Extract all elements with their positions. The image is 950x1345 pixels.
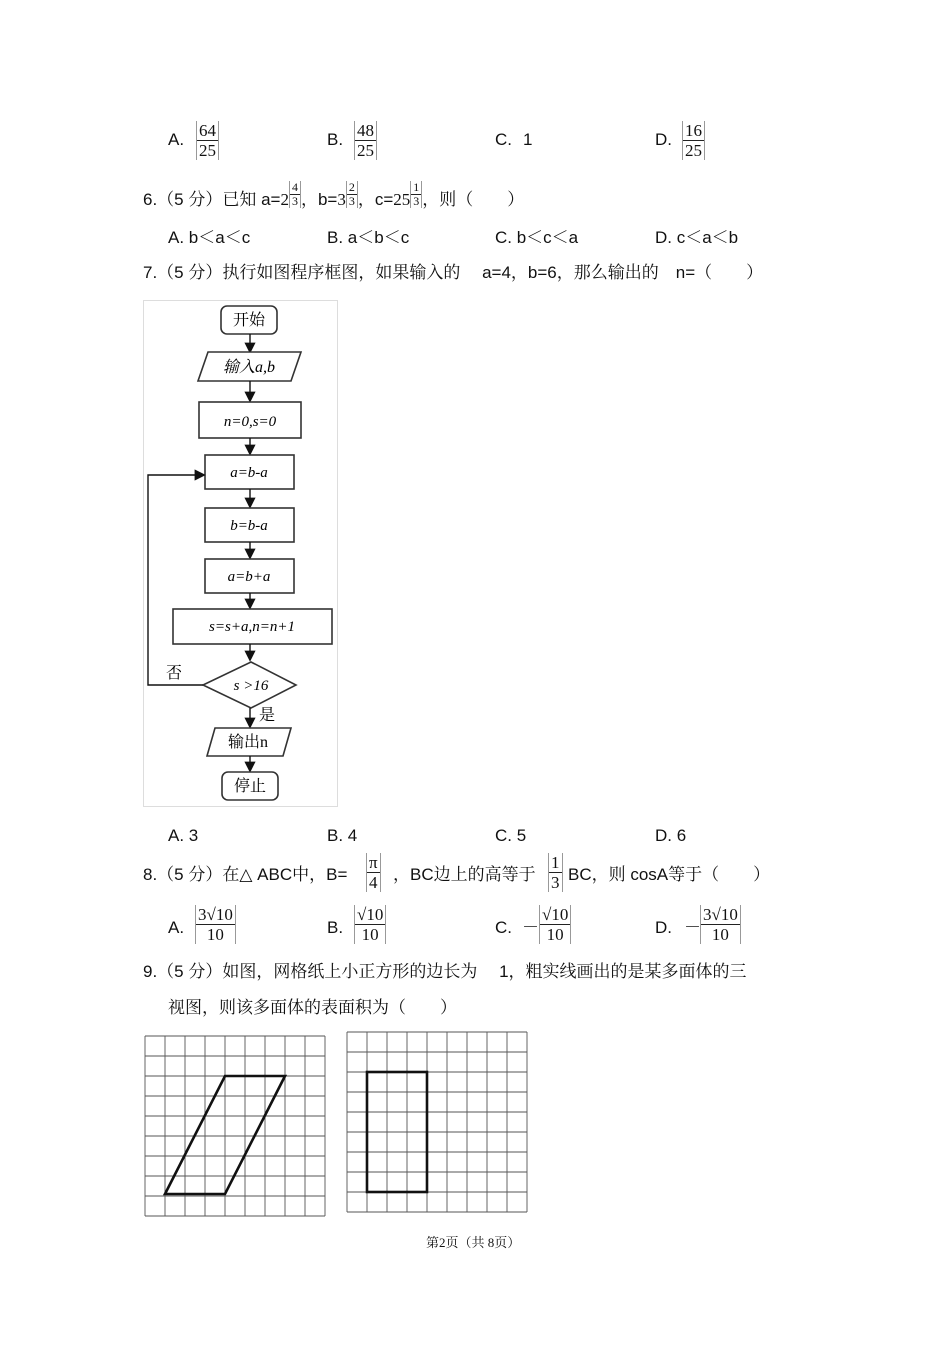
q6-c-exponent <box>410 181 422 208</box>
q9-three-view-figure <box>143 1030 535 1222</box>
q6-prefix: 6.（5 分）已知 a= <box>143 190 281 209</box>
flow-step4-text: s=s+a,n=n+1 <box>209 619 295 635</box>
q7-flowchart <box>143 300 339 808</box>
q9-front-view-grid <box>145 1036 325 1216</box>
q8-option-c-numerator: √10 <box>542 905 569 924</box>
q5-option-c-value: 1 <box>523 130 533 149</box>
flow-no-label: 否 <box>165 665 183 682</box>
q5-option-b-fraction <box>354 121 377 160</box>
q5-option-c-label: C. <box>495 130 512 149</box>
q5-option-a-denominator: 25 <box>199 141 216 160</box>
q6-option-d: D. c＜a＜b <box>655 228 739 247</box>
page-footer: 第2页（共 8页） <box>426 1235 521 1250</box>
q8-suffix: BC，则 cosA等于（ ） <box>568 865 771 884</box>
q8-option-b-label: B. <box>327 918 344 937</box>
q5-option-a-label: A. <box>168 130 185 149</box>
q6-a-exp-num: 4 <box>291 180 298 194</box>
q9-side-view-grid <box>347 1032 527 1212</box>
flow-step1-text: a=b-a <box>230 465 268 481</box>
q8-option-d-sign: － <box>684 918 701 937</box>
q6-a-exponent <box>289 181 301 208</box>
q5-option-d-numerator: 16 <box>685 121 702 140</box>
q6-a-base: 2 <box>280 190 289 209</box>
q7-stem: 7.（5 分）执行如图程序框图，如果输入的 a=4，b=6，那么输出的 n=（ ） <box>143 263 764 282</box>
q8-option-a-denominator: 10 <box>206 925 224 944</box>
q9-stem-line2: 视图，则该多面体的表面积为（ ） <box>168 998 457 1017</box>
q8-option-a-label: A. <box>168 918 185 937</box>
q8-option-c-sign: － <box>522 918 539 937</box>
flow-loop-arrow <box>148 475 203 685</box>
q8-option-d-fraction <box>700 905 741 944</box>
q8-h-numerator: 1 <box>551 853 560 872</box>
q7-option-d: D. 6 <box>655 826 687 845</box>
flow-step3-text: a=b+a <box>227 569 271 585</box>
q6-a-exp-den: 3 <box>291 194 298 208</box>
q6-b-exp-num: 2 <box>348 180 355 194</box>
q6-b-exp-den: 3 <box>348 194 355 208</box>
q6-c-exp-den: 3 <box>413 194 420 208</box>
q8-b-numerator: π <box>369 853 378 872</box>
q8-b-denominator: 4 <box>369 873 378 892</box>
flow-input-text: 输入a,b <box>222 359 276 376</box>
q8-b-fraction <box>366 853 381 892</box>
q7-option-b: B. 4 <box>327 826 358 845</box>
q6-c-exp-num: 1 <box>413 180 420 194</box>
flow-yes-label: 是 <box>258 707 276 724</box>
flow-init-text: n=0,s=0 <box>223 414 277 430</box>
q7-option-a: A. 3 <box>168 826 199 845</box>
q5-option-b-denominator: 25 <box>357 141 374 160</box>
q8-option-a-numerator: 3√10 <box>198 905 233 924</box>
q5-option-d-label: D. <box>655 130 672 149</box>
q8-option-d-denominator: 10 <box>711 925 729 944</box>
q9-stem-line1: 9.（5 分）如图，网格纸上小正方形的边长为 1，粗实线画出的是某多面体的三 <box>143 962 747 981</box>
q8-h-fraction <box>548 853 563 892</box>
q6-stem <box>143 180 525 222</box>
q6-b-base: 3 <box>337 190 346 209</box>
flow-start-text: 开始 <box>232 312 266 329</box>
q6-b-exponent <box>346 181 358 208</box>
q8-option-b-denominator: 10 <box>361 925 379 944</box>
q6-option-c: C. b＜c＜a <box>495 228 579 247</box>
flow-stop-text: 停止 <box>233 778 267 795</box>
flow-decision-text: s >16 <box>233 678 269 694</box>
q8-option-c-denominator: 10 <box>546 925 564 944</box>
flow-output-text: 输出n <box>227 734 269 751</box>
q7-option-c: C. 5 <box>495 826 527 845</box>
q8-option-c-label: C. <box>495 918 512 937</box>
q5-option-b-numerator: 48 <box>357 121 374 140</box>
q8-option-d-numerator: 3√10 <box>703 905 738 924</box>
q5-option-d-fraction <box>682 121 705 160</box>
q6-b-label: ，b= <box>300 190 338 209</box>
q5-option-a-fraction <box>196 121 219 160</box>
q5-option-d-denominator: 25 <box>685 141 702 160</box>
q8-option-b-fraction <box>354 905 386 944</box>
flow-step2-text: b=b-a <box>230 518 268 534</box>
q8-mid: ，BC边上的高等于 <box>393 865 536 884</box>
q6-c-label: ，c= <box>357 190 394 209</box>
q8-option-c-fraction <box>539 905 571 944</box>
q5-option-a-numerator: 64 <box>199 121 216 140</box>
q6-option-a: A. b＜a＜c <box>168 228 251 247</box>
q6-option-b: B. a＜b＜c <box>327 228 410 247</box>
q5-option-b-label: B. <box>327 130 344 149</box>
q6-suffix: ，则（ ） <box>422 190 525 209</box>
q6-c-base: 25 <box>393 190 411 209</box>
q8-option-d-label: D. <box>655 918 672 937</box>
q8-h-denominator: 3 <box>551 873 560 892</box>
q8-option-a-fraction <box>195 905 236 944</box>
q8-prefix: 8.（5 分）在△ ABC中，B= <box>143 865 348 884</box>
q8-option-b-numerator: √10 <box>357 905 384 924</box>
